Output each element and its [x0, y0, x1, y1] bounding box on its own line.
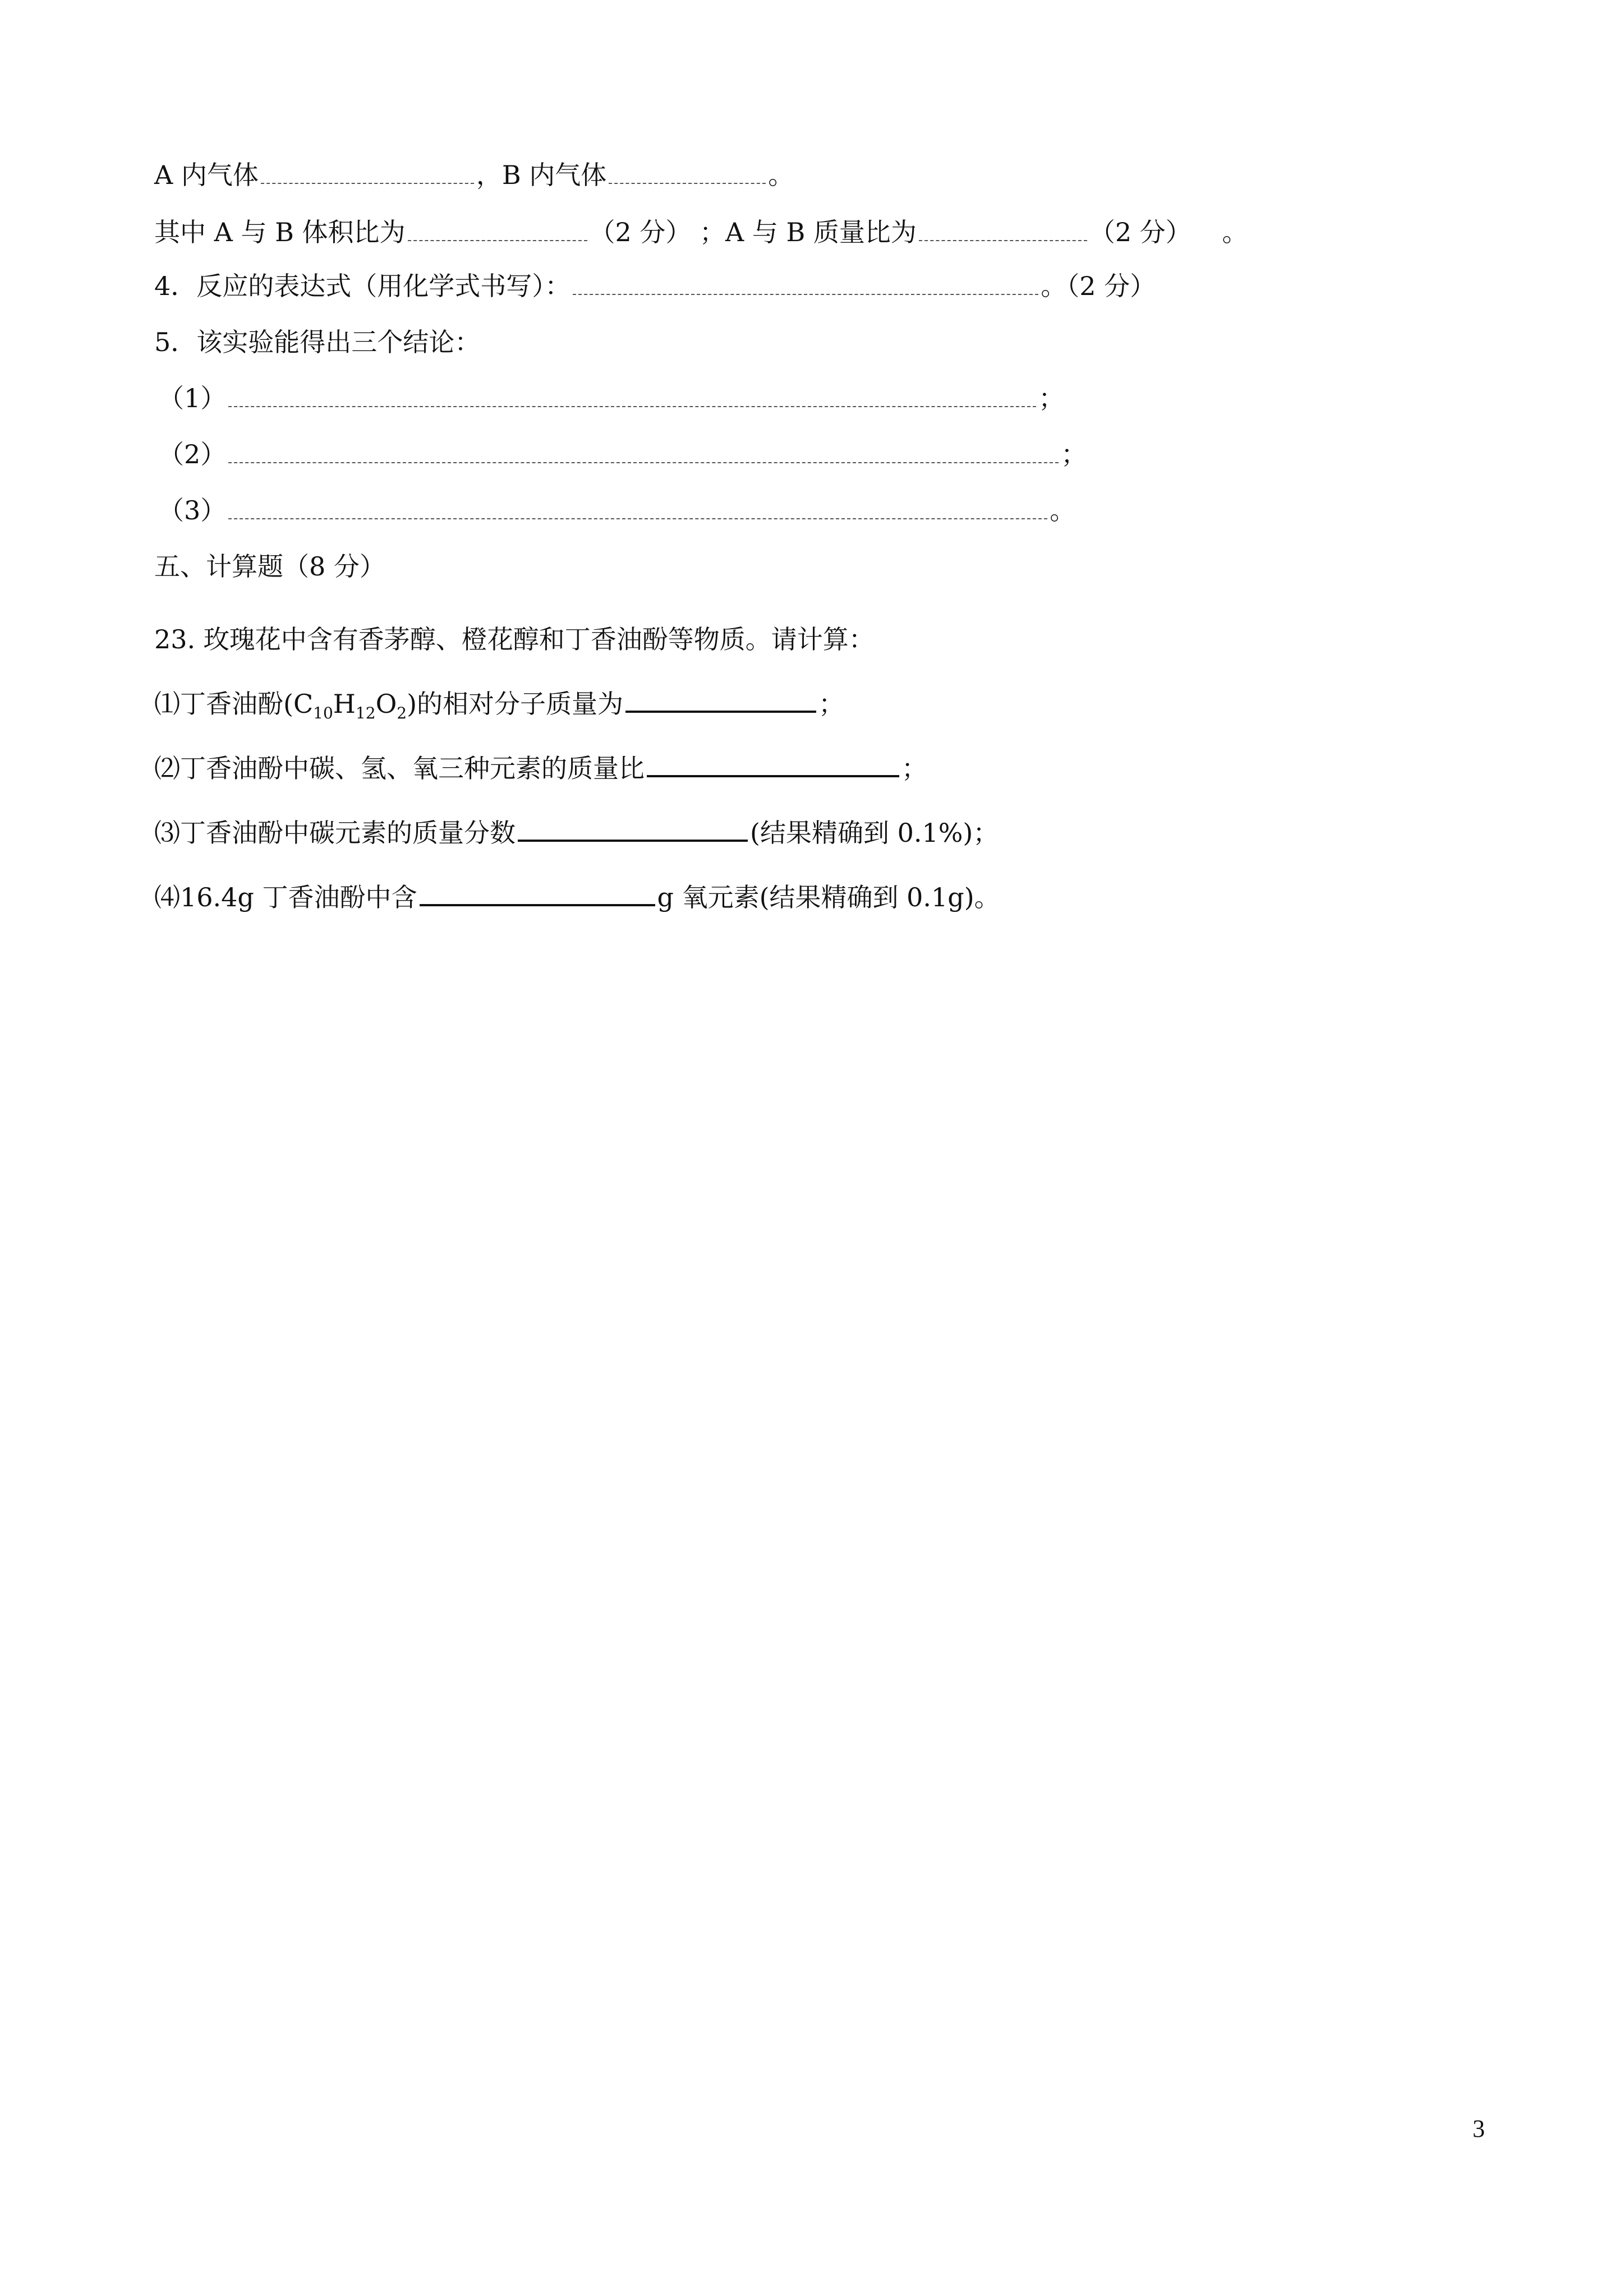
oxygen-subscript: 2 [397, 704, 407, 723]
conclusion-3-label: （3） [158, 495, 227, 525]
conclusion-3-end: 。 [1050, 495, 1076, 525]
sub-question-4-text: 16.4g 丁香油酚中含 [180, 882, 417, 912]
hydrogen-subscript: 12 [355, 704, 376, 723]
sub-question-4-number: ⑷ [154, 882, 180, 912]
volume-ratio-label: 其中 A 与 B 体积比为 [154, 217, 406, 247]
ratio-line [154, 215, 1248, 249]
question-4-text: 4．反应的表达式（用化学式书写）： [154, 271, 571, 301]
reaction-expression-blank[interactable] [573, 293, 1038, 295]
conclusion-2-line [158, 437, 1087, 471]
sub-question-2-end: ； [901, 753, 927, 783]
carbon-subscript: 10 [313, 704, 333, 723]
question-5-text: 5．该实验能得出三个结论： [154, 327, 481, 357]
conclusion-2-blank[interactable] [228, 461, 1059, 463]
sub-question-1-number: ⑴ [154, 689, 180, 719]
sub-question-1-end: ； [818, 689, 845, 719]
page-number: 3 [1473, 2115, 1485, 2142]
conclusion-1-blank[interactable] [228, 405, 1036, 407]
formula-prefix: 丁香油酚(C [180, 689, 314, 719]
conclusion-3-line [158, 494, 1075, 527]
question-4-line [154, 269, 1156, 303]
mass-ratio-score: （2 分） [1089, 217, 1191, 247]
oxygen-symbol: O [375, 689, 397, 719]
sub-question-3-text: 丁香油酚中碳元素的质量分数 [180, 818, 516, 848]
question-5-line [154, 325, 480, 359]
oxygen-mass-blank[interactable] [420, 903, 655, 906]
sub-question-2 [154, 751, 927, 785]
question-3-gas-line [154, 158, 794, 192]
gas-b-blank[interactable] [609, 182, 766, 184]
mass-ratio-answer-blank[interactable] [647, 774, 899, 777]
hydrogen-symbol: H [333, 689, 356, 719]
sub-question-2-number: ⑵ [154, 753, 180, 783]
mass-ratio-label: ；A 与 B 质量比为 [700, 217, 917, 247]
sub-question-4-end: g 氧元素(结果精确到 0.1g)。 [657, 882, 1000, 912]
sub-question-2-text: 丁香油酚中碳、氢、氧三种元素的质量比 [180, 753, 645, 783]
question-23-line [154, 623, 875, 656]
volume-ratio-blank[interactable] [408, 239, 587, 241]
mass-ratio-blank[interactable] [919, 239, 1087, 241]
question-23-text: 23. 玫瑰花中含有香茅醇、橙花醇和丁香油酚等物质。请计算： [154, 624, 875, 654]
period: 。 [768, 160, 794, 190]
sub-question-1 [154, 687, 844, 730]
sub-question-3-number: ⑶ [154, 818, 180, 848]
gas-b-label: ，B 内气体 [476, 160, 607, 190]
conclusion-2-label: （2） [158, 439, 227, 469]
conclusion-1-end: ； [1038, 383, 1065, 413]
volume-ratio-score: （2 分） [589, 217, 692, 247]
gas-a-label: A 内气体 [154, 160, 259, 190]
period: 。 [1222, 217, 1248, 247]
conclusion-1-label: （1） [158, 383, 227, 413]
sub-question-3 [154, 816, 999, 850]
question-4-score: 。（2 分） [1041, 271, 1156, 301]
section-5-title: 五、计算题（8 分） [154, 551, 385, 582]
sub-question-4 [154, 880, 1000, 914]
conclusion-2-end: ； [1061, 439, 1087, 469]
conclusion-3-blank[interactable] [228, 517, 1047, 519]
sub-question-1-text: )的相对分子质量为 [407, 689, 624, 719]
mass-fraction-blank[interactable] [518, 838, 748, 842]
section-5-heading [154, 550, 385, 583]
conclusion-1-line [158, 381, 1064, 415]
molar-mass-blank[interactable] [625, 709, 816, 713]
sub-question-3-end: (结果精确到 0.1%)； [750, 818, 999, 848]
gas-a-blank[interactable] [261, 182, 474, 184]
